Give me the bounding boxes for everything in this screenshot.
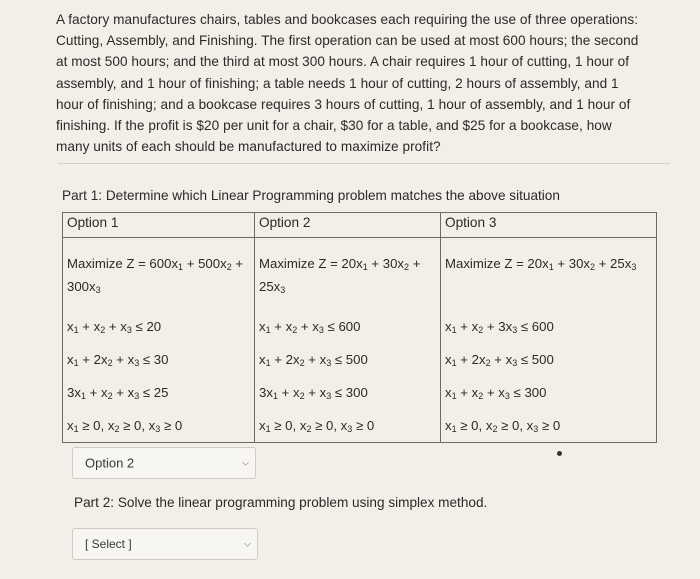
subscript: 2	[107, 391, 113, 401]
subscript: 2	[292, 325, 298, 335]
subscript: 2	[107, 358, 113, 368]
constraint: $x_1 + x_2 + x_3 \le 600$	[259, 319, 361, 335]
objective-function: Maximize $Z = 20x_1 + 30x_2 + 25x_3$	[259, 256, 421, 295]
subscript: 1	[178, 262, 184, 272]
subscript: 3	[326, 391, 332, 401]
subscript: 1	[265, 358, 271, 368]
subscript: 1	[265, 325, 271, 335]
subscript: 3	[504, 391, 510, 401]
part1-selected-value: Option 2	[85, 455, 135, 471]
subscript: 2	[478, 325, 484, 335]
subscript: 2	[404, 262, 410, 272]
subscript: 3	[280, 285, 286, 295]
subscript: 3	[347, 424, 353, 434]
constraint: $x_1 \ge 0$, $x_2 \ge 0$, $x_3 \ge 0$	[445, 418, 561, 434]
subscript: 3	[95, 285, 101, 295]
divider	[58, 163, 670, 164]
part1-answer-select[interactable]	[72, 447, 256, 479]
option-3-cell	[441, 238, 657, 443]
constraint: $x_1 + x_2 + 3x_3 \le 600$	[445, 319, 554, 335]
subscript: 2	[299, 358, 305, 368]
objective-function: Maximize $Z = 600x_1 + 500x_2 + 300x_3$	[67, 256, 244, 295]
subscript: 2	[299, 391, 305, 401]
subscript: 1	[265, 424, 271, 434]
part2-selected-value: [ Select ]	[85, 537, 132, 551]
objective-function: Maximize $Z = 20x_1 + 30x_2 + 25x_3$	[445, 256, 637, 272]
options-table	[62, 212, 657, 443]
chevron-down-icon: ⌵	[244, 538, 251, 549]
part2-title: Part 2: Solve the linear programming problem using simplex method.	[74, 495, 488, 510]
bullet-dot-icon	[557, 451, 562, 456]
subscript: 3	[134, 391, 140, 401]
subscript: 2	[306, 424, 312, 434]
subscript: 2	[100, 325, 106, 335]
constraint: $x_1 \ge 0$, $x_2 \ge 0$, $x_3 \ge 0$	[67, 418, 183, 434]
subscript: 1	[451, 358, 457, 368]
option-2-header: Option 2	[255, 213, 441, 238]
constraint: $x_1 + 2x_2 + x_3 \le 500$	[259, 352, 368, 368]
subscript: 1	[80, 391, 86, 401]
subscript: 3	[631, 262, 637, 272]
subscript: 2	[478, 391, 484, 401]
constraint: $x_1 + x_2 + x_3 \le 300$	[445, 385, 547, 401]
subscript: 1	[272, 391, 278, 401]
constraint: $x_1 + 2x_2 + x_3 \le 30$	[67, 352, 169, 368]
subscript: 1	[451, 391, 457, 401]
option-1-cell	[63, 238, 255, 443]
options-header-row	[63, 213, 657, 238]
subscript: 1	[548, 262, 554, 272]
subscript: 2	[114, 424, 120, 434]
subscript: 3	[512, 325, 518, 335]
subscript: 3	[134, 358, 140, 368]
subscript: 2	[485, 358, 491, 368]
subscript: 1	[73, 424, 79, 434]
constraint: $x_1 + x_2 + x_3 \le 20$	[67, 319, 162, 335]
subscript: 3	[512, 358, 518, 368]
constraint: $3x_1 + x_2 + x_3 \le 25$	[67, 385, 169, 401]
part1-title: Part 1: Determine which Linear Programming problem matches the above situation	[62, 188, 560, 203]
option-2-cell	[255, 238, 441, 443]
subscript: 1	[451, 325, 457, 335]
subscript: 3	[318, 325, 324, 335]
subscript: 3	[326, 358, 332, 368]
subscript: 2	[226, 262, 232, 272]
constraint: $x_1 \ge 0$, $x_2 \ge 0$, $x_3 \ge 0$	[259, 418, 375, 434]
option-3-header: Option 3	[441, 213, 657, 238]
subscript: 2	[590, 262, 596, 272]
chevron-down-icon: ⌵	[242, 457, 249, 468]
constraint: $x_1 + 2x_2 + x_3 \le 500$	[445, 352, 554, 368]
subscript: 2	[492, 424, 498, 434]
subscript: 1	[73, 325, 79, 335]
subscript: 1	[362, 262, 368, 272]
part2-answer-select[interactable]	[72, 528, 258, 560]
question-text: A factory manufactures chairs, tables and bookcases each requiring the use of three operations: Cutting, Assembly, and Finishing. The first operation can be used at most 600 hours; the second at most 500 hours; and the third at most 300 hours. A chair requires 1 hour of cutting, 1 hour of assembly, and 1 hour of finishing; a table needs 1 hour of cutting, 2 hours of assembly, and 1 hour of finishing; and a bookcase requires 3 hours of cutting, 1 hour of assembly, and 1 hour of finishing. If the profit is $20 per unit for a chair, $30 for a table, and $25 for a bookcase, how many units of each should be manufactured to maximize profit?	[56, 12, 639, 155]
subscript: 3	[126, 325, 132, 335]
subscript: 3	[533, 424, 539, 434]
subscript: 3	[155, 424, 161, 434]
subscript: 1	[73, 358, 79, 368]
options-body-row	[63, 238, 657, 443]
option-1-header: Option 1	[63, 213, 255, 238]
constraint: $3x_1 + x_2 + x_3 \le 300$	[259, 385, 368, 401]
subscript: 1	[451, 424, 457, 434]
